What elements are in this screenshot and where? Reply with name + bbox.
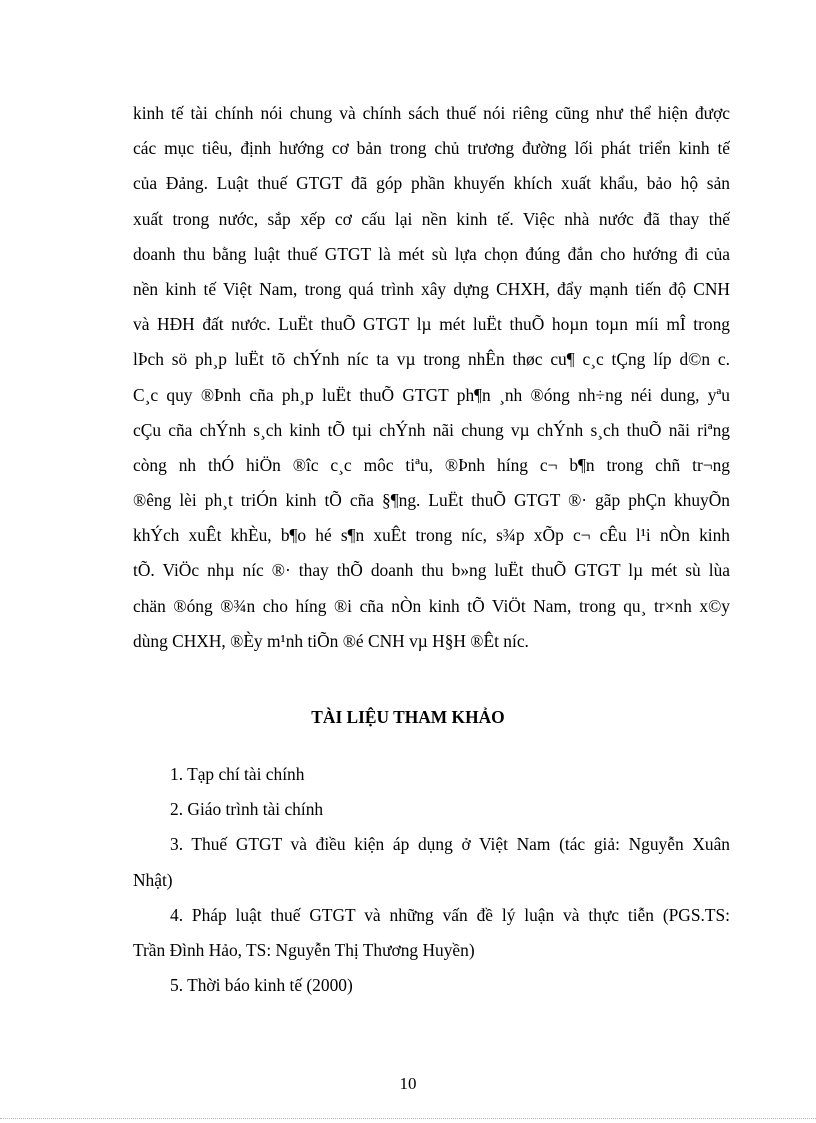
paragraph-line: còng nh thÓ hiÖn ®îc c¸c môc tiªu, ®Þnh híng c¬ b¶n trong chñ tr¬ng (133, 454, 730, 475)
paragraph-line: và HĐH đất nước. LuËt thuÕ GTGT lµ mét luËt thuÕ hoµn toµn míi mÎ trong (133, 314, 730, 335)
paragraph-line: C¸c quy ®Þnh cña ph¸p luËt thuÕ GTGT ph¶n ¸nh ®óng nh÷ng néi dung, yªu (133, 384, 730, 405)
paragraph-line: nền kinh tế Việt Nam, trong quá trình xây dựng CHXH, đẩy mạnh tiến độ CNH (133, 278, 730, 299)
paragraph-line: lÞch sö ph¸p luËt tõ chÝnh níc ta vµ trong nhÊn thøc cu¶ c¸c tÇng líp d©n c. (133, 349, 730, 370)
paragraph-line: kinh tế tài chính nói chung và chính sách thuế nói riêng cũng như thể hiện được (133, 103, 730, 123)
paragraph-line: khÝch xuÊt khÈu, b¶o hé s¶n xuÊt trong níc, s¾p xÕp c¬ cÊu l¹i nÒn kinh (133, 525, 730, 546)
references-heading: TÀI LIỆU THAM KHẢO (311, 707, 505, 727)
reference-item: 1. Tạp chí tài chính (170, 764, 305, 784)
paragraph-line: doanh thu bằng luật thuế GTGT là mét sù lựa chọn đúng đắn cho hướng đi của (133, 243, 730, 264)
reference-item-continuation: Trần Đình Hảo, TS: Nguyễn Thị Thương Huyền) (133, 939, 475, 960)
reference-item: 4. Pháp luật thuế GTGT và những vấn đề lý luận và thực tiễn (PGS.TS: (170, 904, 730, 925)
paragraph-line: chän ®óng ®¾n cho híng ®i cña nÒn kinh tÕ ViÖt Nam, trong qu¸ tr×nh x©y (133, 595, 730, 616)
reference-item-continuation: Nhật) (133, 869, 173, 890)
paragraph-line: các mục tiêu, định hướng cơ bản trong chủ trương đường lối phát triển kinh tế (133, 138, 730, 159)
paragraph-line: cÇu cña chÝnh s¸ch kinh tÕ tµi chÝnh nãi chung vµ chÝnh s¸ch thuÕ nãi riªng (133, 419, 730, 440)
references-list (133, 757, 730, 1003)
page-bottom-divider (0, 1118, 816, 1119)
body-paragraph (133, 96, 730, 659)
paragraph-line: dùng CHXH, ®Èy m¹nh tiÕn ®é CNH vµ H§H ®Êt níc. (133, 630, 529, 651)
paragraph-line: xuất trong nước, sắp xếp cơ cấu lại nền kinh tế. Việc nhà nước đã thay thế (133, 208, 730, 229)
paragraph-line: tÕ. ViÖc nhµ níc ®· thay thÕ doanh thu b»ng luËt thuÕ GTGT lµ mét sù lùa (133, 560, 730, 581)
reference-item: 5. Thời báo kinh tế (2000) (170, 975, 353, 996)
reference-item: 2. Giáo trình tài chính (170, 799, 324, 820)
reference-item: 3. Thuế GTGT và điều kiện áp dụng ở Việt Nam (tác giả: Nguyễn Xuân (170, 834, 730, 855)
paragraph-line: của Đảng. Luật thuế GTGT đã góp phần khuyến khích xuất khẩu, bảo hộ sản (133, 173, 730, 194)
page-number: 10 (399, 1074, 417, 1093)
paragraph-line: ®êng lèi ph¸t triÓn kinh tÕ cña §¶ng. LuËt thuÕ GTGT ®· gãp phÇn khuyÕn (133, 490, 730, 511)
